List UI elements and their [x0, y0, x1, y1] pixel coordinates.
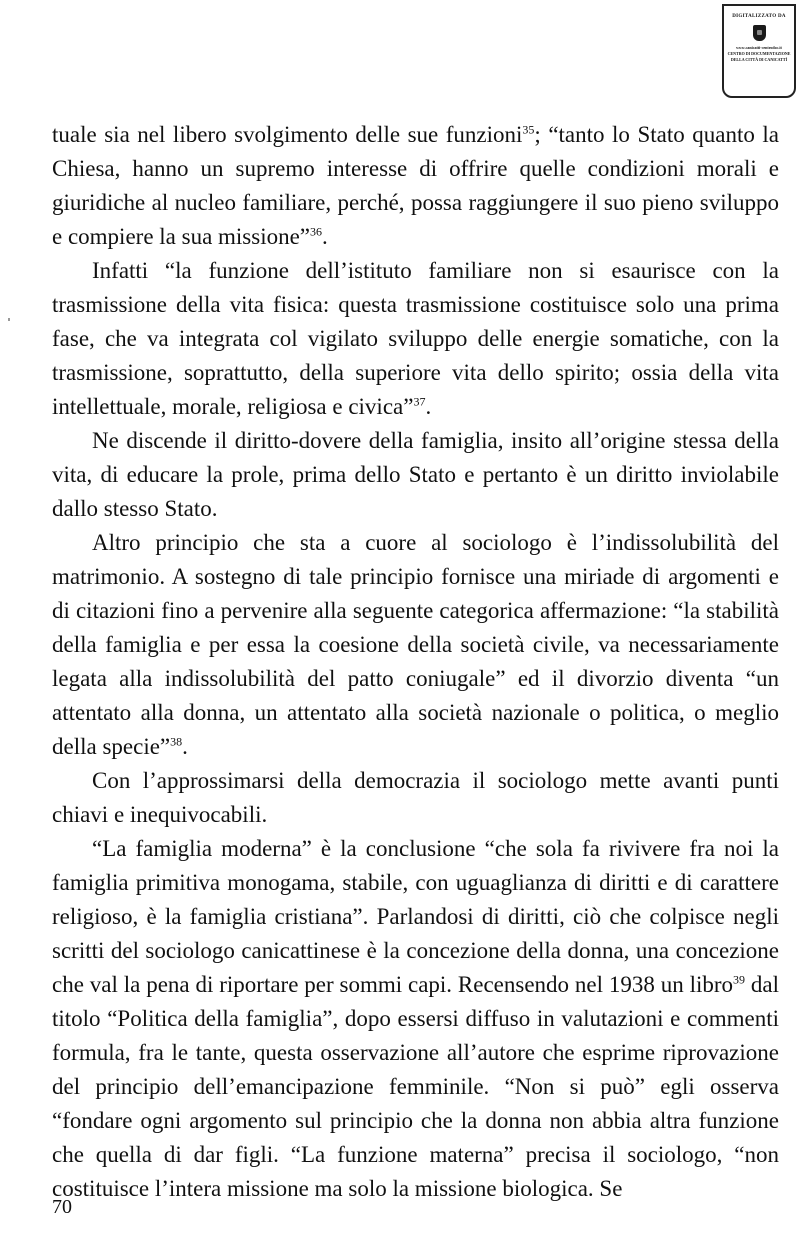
- stamp-line-2: DELLA CITTÀ DI CANICATTÌ: [730, 57, 788, 62]
- body-text: [52, 118, 779, 1206]
- footnote-ref: 37: [413, 394, 426, 409]
- paragraph-4: Altro principio che sta a cuore al sociologo è l’indissolubilità del matrimonio. A sostegno di tale principio fornisce una miriade di argomenti e di citazioni fino a pervenire alla seguente categorica affermazione: “la stabilità della famiglia e per essa la coesione della società civile, va necessariamente legata alla indissolubilità del patto coniugale” ed il divorzio diventa “un attentato alla donna, un attentato alla società nazionale o politica, o meglio della specie”$^{38}$.: [52, 530, 779, 759]
- paragraph-2: Infatti “la funzione dell’istituto familiare non si esaurisce con la trasmissione della vita fisica: questa trasmissione costituisce solo una prima fase, che va integrata col vigilato sviluppo delle energie somatiche, con la trasmissione, soprattutto, della superiore vita dello spirito; ossia della vita intellettuale, morale, religiosa e civica”$^{37}$.: [52, 258, 779, 419]
- footnote-ref: 35: [522, 122, 535, 137]
- paragraph-6: “La famiglia moderna” è la conclusione “che sola fa rivivere fra noi la famiglia primitiva monogama, stabile, con uguaglianza di diritti e di carattere religioso, è la famiglia cristiana”. Parlandosi di diritti, ciò che colpisce negli scritti del sociologo canicattinese è la concezione della donna, una concezione che val la pena di riportare per sommi capi. Recensendo nel 1938 un libro$^{39}$ dal titolo “Politica della famiglia”, dopo essersi diffuso in valutazioni e commenti formula, fra le tante, questa osservazione all’autore che esprime riprovazione del principio dell’emancipazione femminile. “Non si può” egli osserva “fondare ogni argomento sul principio che la donna non abbia altra funzione che quella di dar figli. “La funzione materna” precisa il sociologo, “non costituisce l’intera missione ma solo la missione biologica. Se: [52, 836, 779, 1201]
- footnote-ref: 38: [170, 734, 183, 749]
- paragraph-3: Ne discende il diritto-dovere della famiglia, insito all’origine stessa della vita, di educare la prole, prima dello Stato e pertanto è un diritto inviolabile dallo stesso Stato.: [52, 428, 779, 521]
- stamp-url: www.canicatti-centrodoc.it: [736, 45, 782, 50]
- stamp-header: DIGITALIZZATO DA: [732, 14, 786, 19]
- scan-artifact: [8, 318, 10, 321]
- crest-icon: [753, 25, 766, 41]
- paragraph-1: tuale sia nel libero svolgimento delle sue funzioni$^{35}$; “tanto lo Stato quanto la Chiesa, hanno un supremo interesse di offrire quelle condizioni morali e giuridiche al nucleo familiare, perché, possa raggiungere il suo pieno sviluppo e compiere la sua missione”$^{36}$.: [52, 122, 779, 249]
- page-number: 70: [52, 1196, 72, 1218]
- footnote-ref: 36: [310, 224, 323, 239]
- stamp-line-1: CENTRO DI DOCUMENTAZIONE: [727, 51, 791, 56]
- paragraph-5: Con l’approssimarsi della democrazia il sociologo mette avanti punti chiavi e inequivocabili.: [52, 768, 779, 827]
- footnote-ref: 39: [733, 972, 746, 987]
- digitization-stamp: [722, 4, 796, 98]
